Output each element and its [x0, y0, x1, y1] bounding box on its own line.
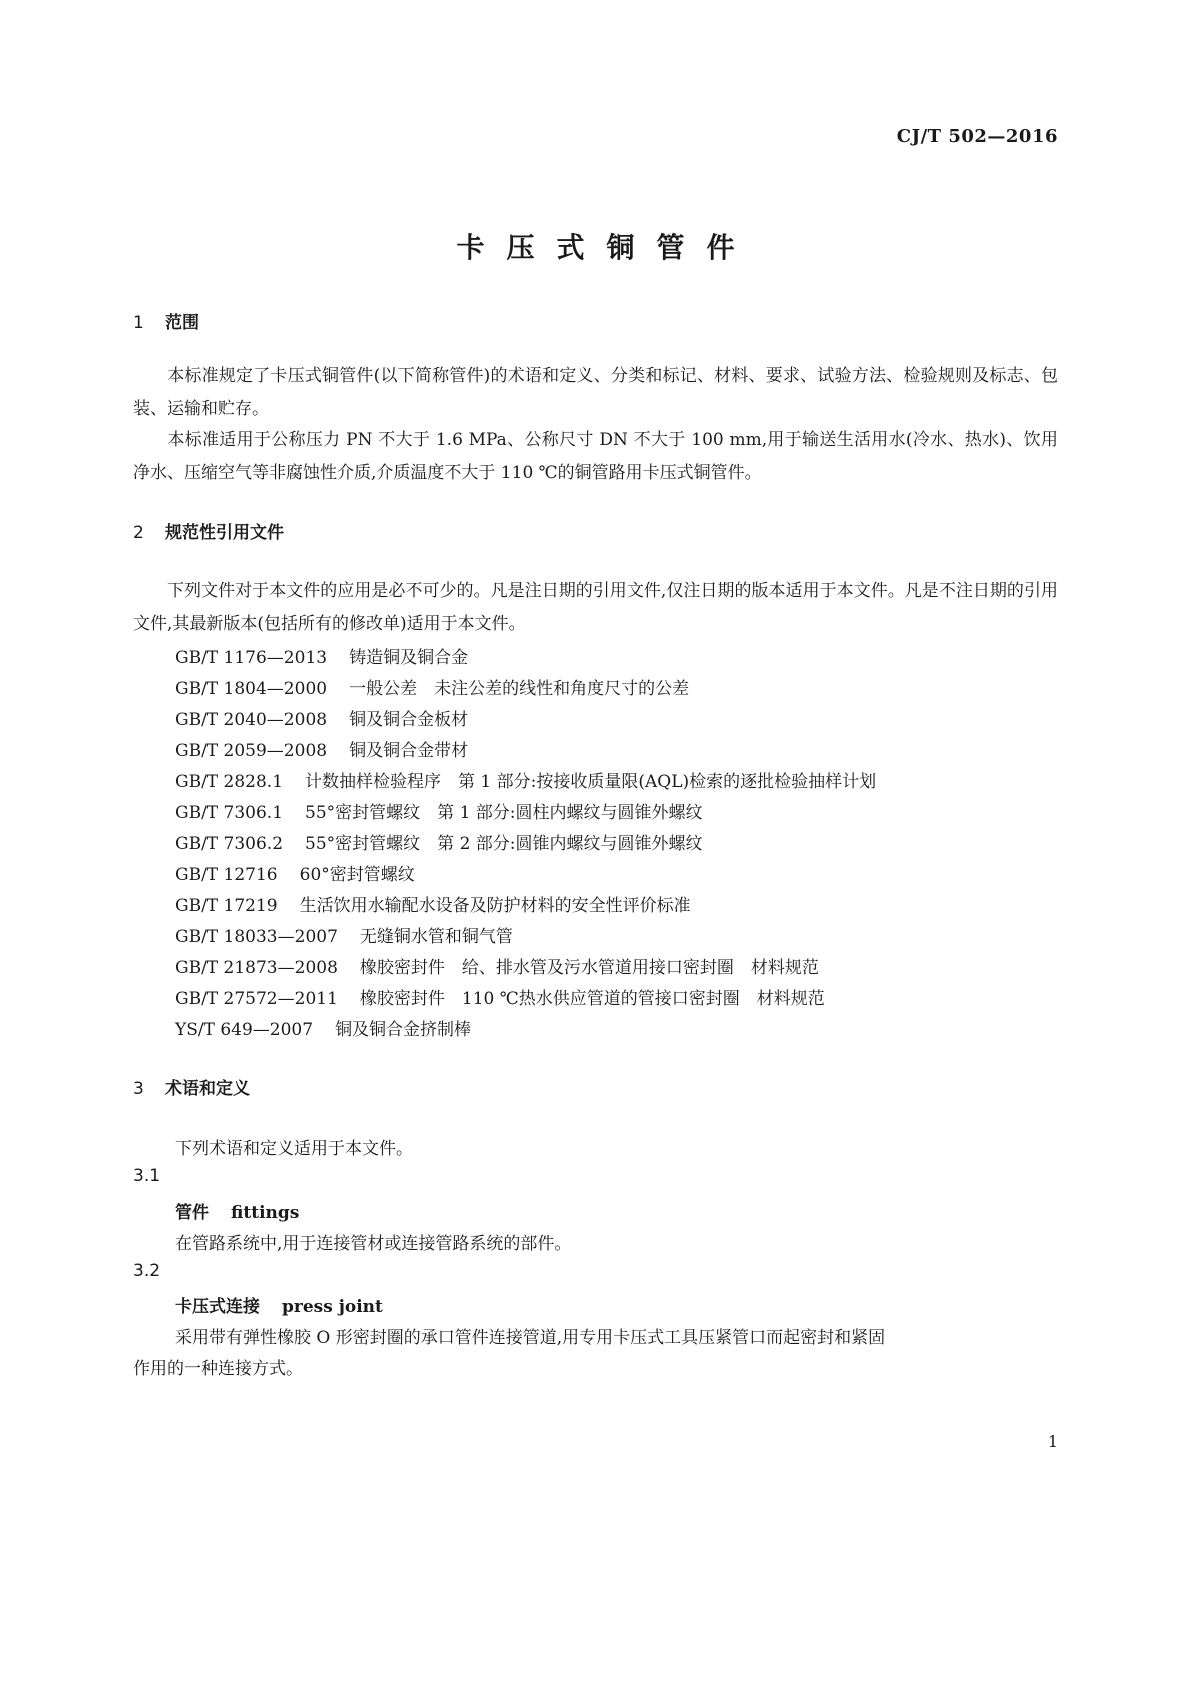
- reference-item: GB/T 21873—2008 橡胶密封件 给、排水管及污水管道用接口密封圈 材料规范: [175, 958, 819, 978]
- section-number: 3: [133, 1079, 144, 1099]
- reference-item: GB/T 7306.2 55°密封管螺纹 第 2 部分:圆锥内螺纹与圆锥外螺纹: [175, 834, 703, 854]
- document-title: 卡压式铜管件: [456, 231, 757, 264]
- section-number: 2: [133, 523, 144, 543]
- term-definition: 在管路系统中,用于连接管材或连接管路系统的部件。: [175, 1234, 572, 1254]
- reference-item: GB/T 2059—2008 铜及铜合金带材: [175, 741, 469, 761]
- reference-item: GB/T 17219 生活饮用水输配水设备及防护材料的安全性评价标准: [175, 896, 691, 916]
- section-number: 1: [133, 313, 144, 333]
- reference-item: GB/T 18033—2007 无缝铜水管和铜气管: [175, 927, 513, 947]
- term-heading: 卡压式连接 press joint: [175, 1297, 383, 1317]
- reference-item: GB/T 2828.1 计数抽样检验程序 第 1 部分:按接收质量限(AQL)检索的逐批检验抽样计划: [175, 772, 877, 792]
- term-heading: 管件 fittings: [175, 1203, 300, 1223]
- reference-item: GB/T 12716 60°密封管螺纹: [175, 865, 415, 885]
- scope-paragraph-2: 本标准适用于公称压力 PN 不大于 1.6 MPa、公称尺寸 DN 不大于 100 mm,用于输送生活用水(冷水、热水)、饮用净水、压缩空气等非腐蚀性介质,介质温度不大于 110 ℃的铜管路用卡压式铜管件。: [133, 430, 1058, 483]
- page-number: 1: [1047, 1432, 1058, 1451]
- section-title: 范围: [165, 313, 199, 333]
- reference-item: GB/T 1176—2013 铸造铜及铜合金: [175, 648, 469, 668]
- reference-item: GB/T 1804—2000 一般公差 未注公差的线性和角度尺寸的公差: [175, 679, 690, 699]
- section-title: 术语和定义: [165, 1079, 250, 1099]
- document-code: CJ/T 502—2016: [896, 126, 1058, 147]
- section-title: 规范性引用文件: [165, 523, 284, 543]
- reference-item: GB/T 7306.1 55°密封管螺纹 第 1 部分:圆柱内螺纹与圆锥外螺纹: [175, 803, 703, 823]
- references-intro: 下列文件对于本文件的应用是必不可少的。凡是注日期的引用文件,仅注日期的版本适用于本文件。凡是不注日期的引用文件,其最新版本(包括所有的修改单)适用于本文件。: [133, 581, 1058, 634]
- section-2-heading: [133, 518, 284, 543]
- reference-item: YS/T 649—2007 铜及铜合金挤制棒: [175, 1020, 472, 1040]
- reference-item: GB/T 2040—2008 铜及铜合金板材: [175, 710, 469, 730]
- term-definition-continued: 作用的一种连接方式。: [133, 1359, 303, 1379]
- scope-paragraph-1: 本标准规定了卡压式铜管件(以下简称管件)的术语和定义、分类和标记、材料、要求、试验方法、检验规则及标志、包装、运输和贮存。: [133, 366, 1058, 419]
- term-number: 3.1: [133, 1166, 161, 1186]
- term-number: 3.2: [133, 1261, 161, 1281]
- term-definition: 采用带有弹性橡胶 O 形密封圈的承口管件连接管道,用专用卡压式工具压紧管口而起密封和紧固: [175, 1328, 886, 1348]
- section-1-heading: [133, 308, 199, 333]
- reference-item: GB/T 27572—2011 橡胶密封件 110 ℃热水供应管道的管接口密封圈 材料规范: [175, 989, 825, 1009]
- section-3-heading: [133, 1074, 250, 1099]
- terms-intro: 下列术语和定义适用于本文件。: [175, 1139, 413, 1159]
